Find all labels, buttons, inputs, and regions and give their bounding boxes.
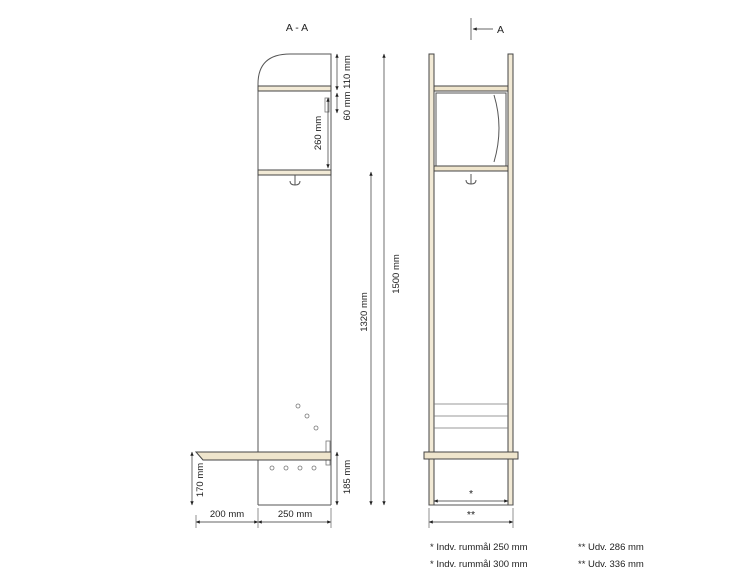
front-coat-hook-icon [466, 174, 476, 184]
top-cap [258, 54, 331, 90]
dim-top-height: 110 mm [342, 55, 353, 89]
dim-body-height: 1320 mm [359, 292, 370, 332]
left-post [429, 54, 434, 505]
front-bench [424, 452, 518, 459]
middle-shelf [258, 170, 331, 175]
compartment-curve [494, 95, 499, 162]
section-view [192, 22, 402, 528]
section-view-title: A - A [285, 22, 309, 34]
hat-shelf [434, 166, 508, 171]
hinge-upper [325, 98, 329, 112]
legend-row2-right: ** Udv. 336 mm [578, 559, 644, 570]
legend-row2-left: * Indv. rummål 300 mm [430, 559, 528, 570]
section-marker-label: A [497, 24, 505, 36]
right-post [508, 54, 513, 505]
dim-cabinet-depth: 250 mm [277, 509, 313, 520]
coat-hook-icon [290, 175, 300, 185]
dim-bench-height: 170 mm [195, 462, 206, 498]
dim-inner-mark: * [468, 488, 474, 500]
section-vertical-dims [328, 54, 337, 505]
front-view [424, 18, 518, 528]
top-rail [434, 86, 508, 91]
upper-shelf [258, 86, 331, 91]
bench-seat [196, 452, 331, 460]
dim-gap-height: 60 mm [342, 91, 353, 121]
dim-shelf-height: 260 mm [313, 115, 324, 151]
dim-bench-depth: 200 mm [209, 509, 245, 520]
dim-base-height: 185 mm [342, 459, 353, 495]
dim-outer-mark: ** [466, 509, 476, 521]
legend-row1-right: ** Udv. 286 mm [578, 542, 644, 553]
legend [430, 542, 644, 570]
dim-total-height: 1500 mm [391, 254, 402, 294]
legend-row1-left: * Indv. rummål 250 mm [430, 542, 528, 553]
